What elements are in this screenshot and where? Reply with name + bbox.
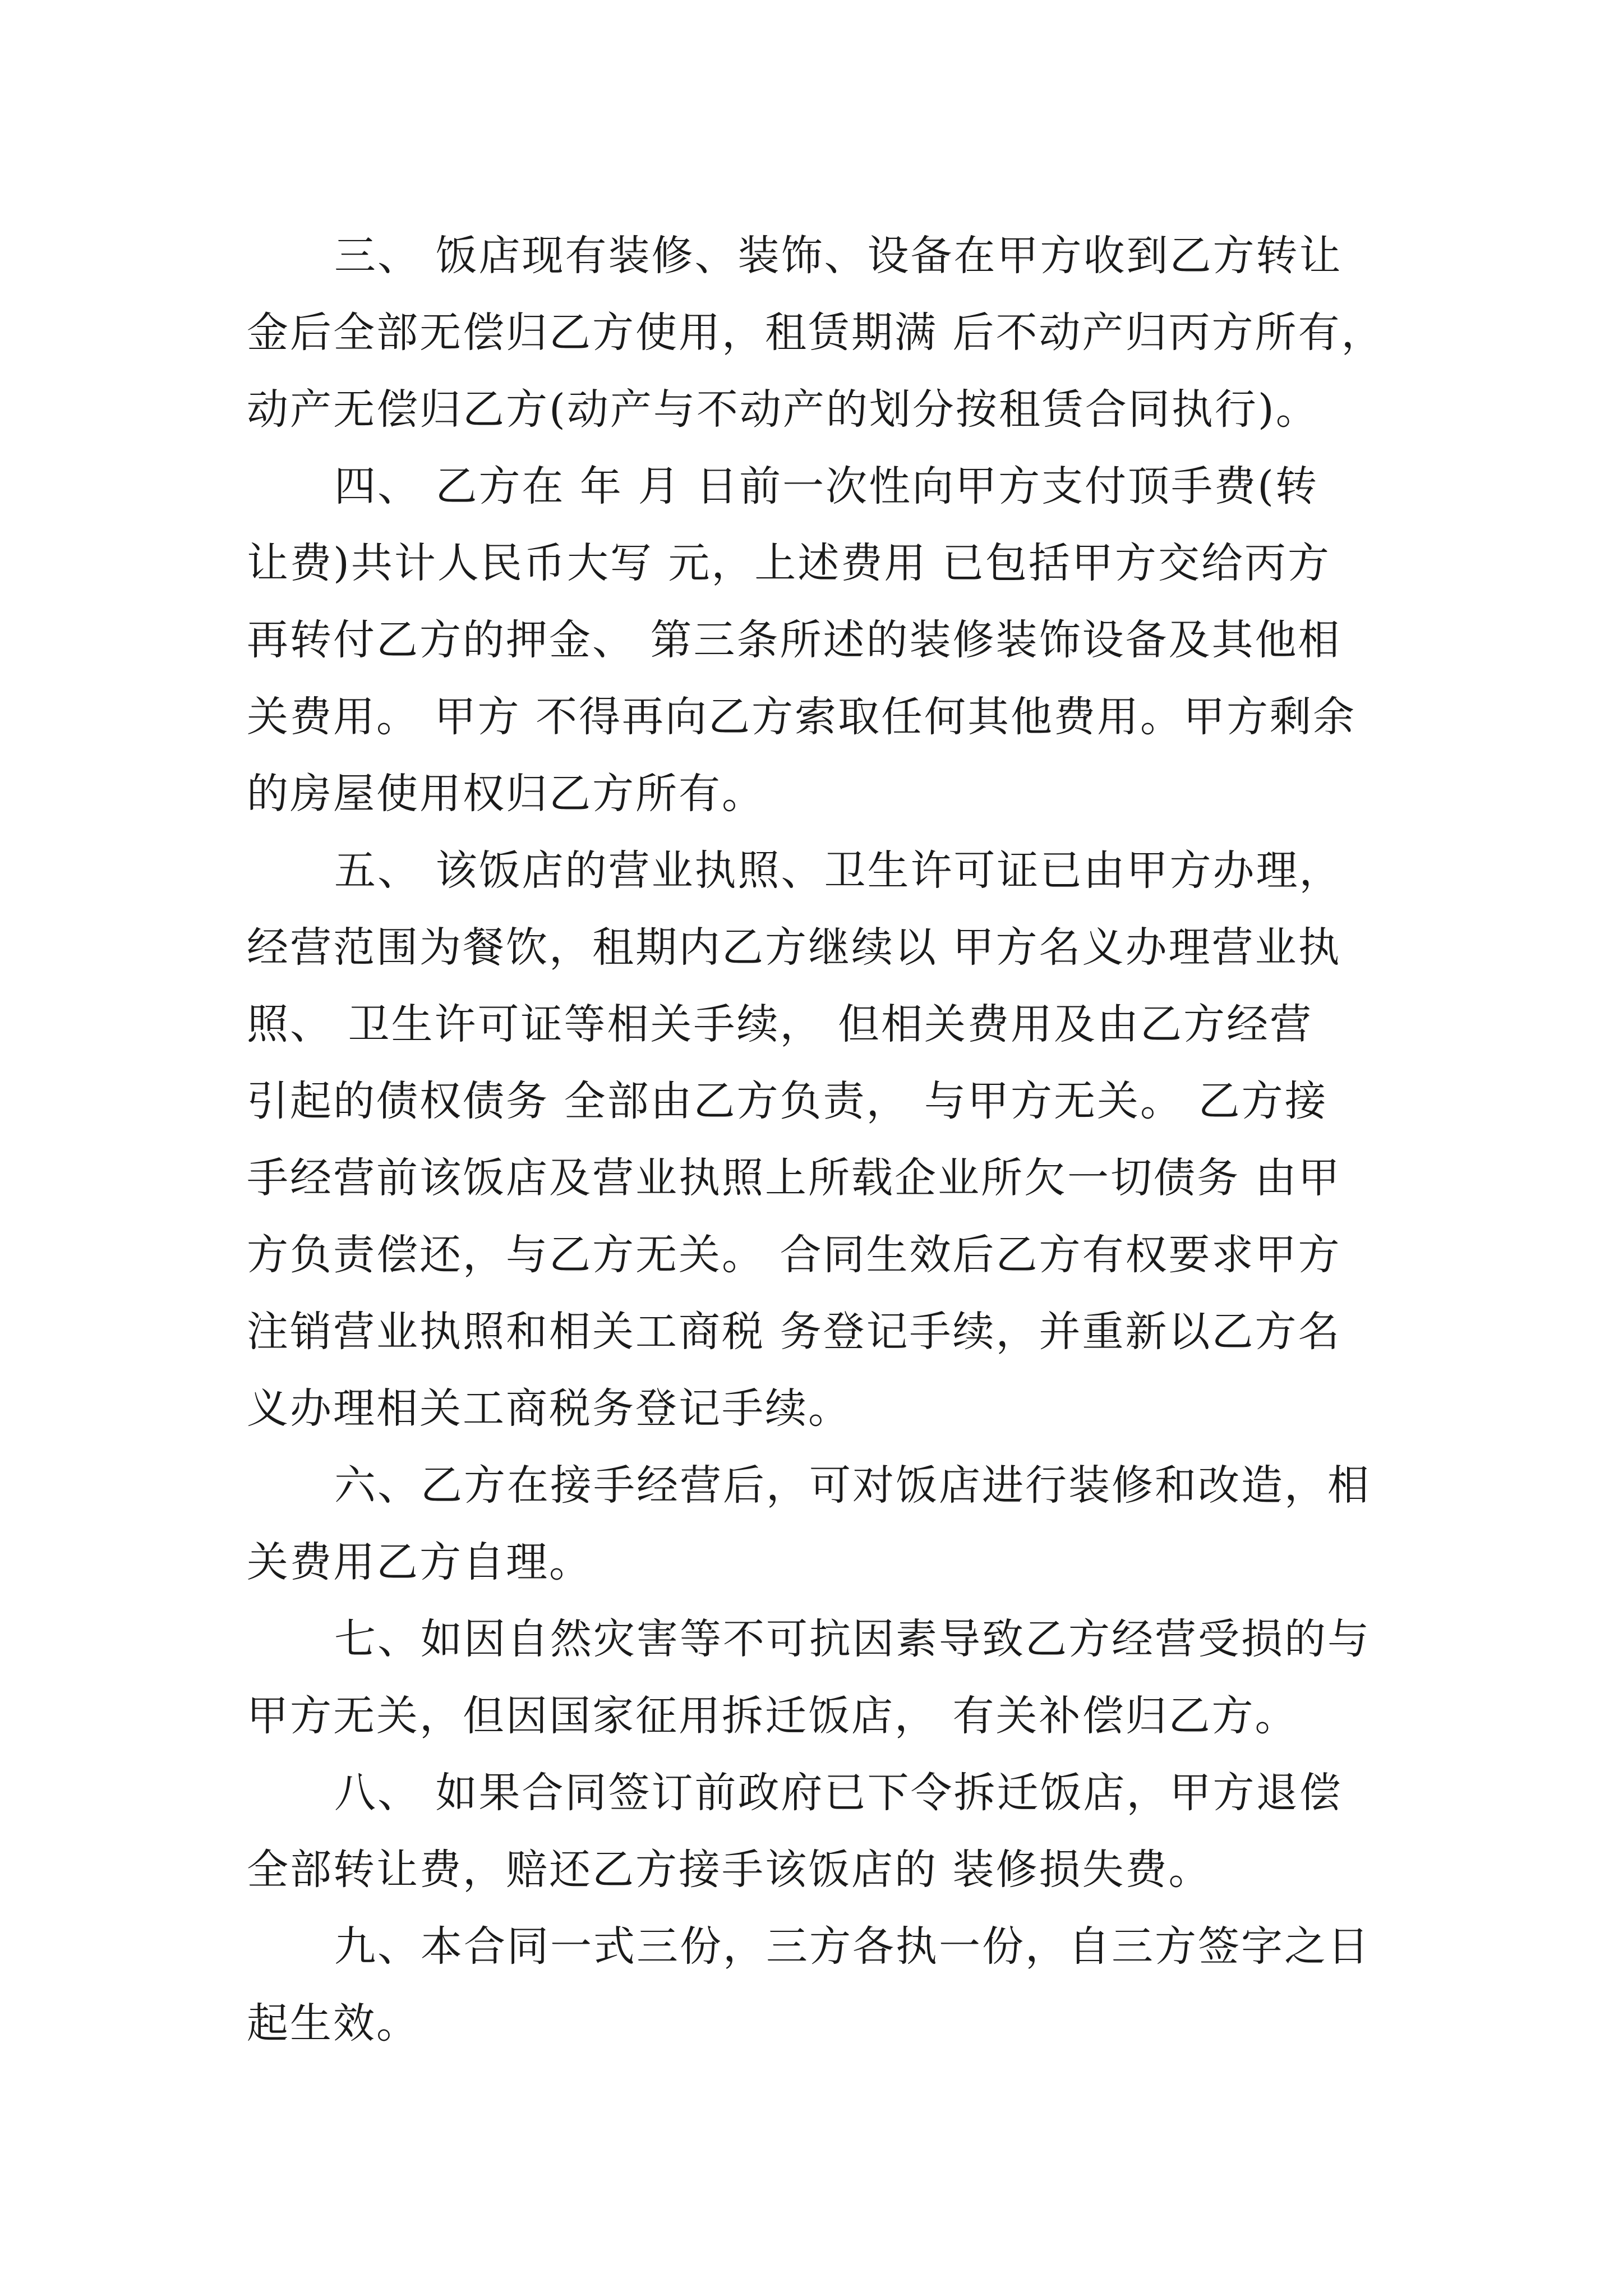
clause-5-line-3: 照、 卫生许可证等相关手续， 但相关费用及由乙方经营: [247, 1000, 1313, 1048]
clause-4: [247, 448, 1396, 832]
clause-6-line-2: 关费用乙方自理。: [247, 1538, 592, 1586]
clause-5: [247, 832, 1396, 1447]
clause-6-line-1: 六、乙方在接手经营后，可对饭店进行装修和改造，相: [334, 1461, 1371, 1510]
clause-8: [247, 1755, 1396, 1908]
clause-3: [247, 218, 1396, 448]
clause-4-line-3: 再转付乙方的押金、 第三条所述的装修装饰设备及其他相: [247, 616, 1341, 664]
clause-5-line-5: 手经营前该饭店及营业执照上所载企业所欠一切债务 由甲: [247, 1154, 1341, 1202]
clause-4-line-1: 四、 乙方在 年 月 日前一次性向甲方支付顶手费(转: [334, 462, 1318, 510]
clause-7-line-2: 甲方无关，但因国家征用拆迁饭店， 有关补偿归乙方。: [247, 1692, 1298, 1740]
clause-5-line-6: 方负责偿还，与乙方无关。 合同生效后乙方有权要求甲方: [247, 1231, 1341, 1279]
clause-3-line-1: 三、 饭店现有装修、装饰、设备在甲方收到乙方转让: [334, 232, 1343, 280]
clause-9: [247, 1908, 1396, 2062]
clause-9-line-1: 九、本合同一式三份，三方各执一份，自三方签字之日: [334, 1922, 1371, 1971]
clause-3-line-2: 金后全部无偿归乙方使用，租赁期满 后不动产归丙方所有，: [247, 309, 1385, 357]
clause-4-line-2: 让费)共计人民币大写 元，上述费用 已包括甲方交给丙方: [247, 539, 1331, 587]
clause-5-line-1: 五、 该饭店的营业执照、卫生许可证已由甲方办理，: [334, 846, 1343, 895]
contract-body: [247, 218, 1396, 2062]
clause-3-line-3: 动产无偿归乙方(动产与不动产的划分按租赁合同执行)。: [247, 385, 1319, 434]
clause-8-line-2: 全部转让费，赔还乙方接手该饭店的 装修损失费。: [247, 1846, 1212, 1894]
clause-4-line-4: 关费用。 甲方 不得再向乙方索取任何其他费用。甲方剩余: [247, 693, 1357, 741]
clause-5-line-7: 注销营业执照和相关工商税 务登记手续，并重新以乙方名: [247, 1308, 1341, 1356]
clause-7: [247, 1601, 1396, 1755]
clause-5-line-8: 义办理相关工商税务登记手续。: [247, 1384, 851, 1433]
clause-5-line-4: 引起的债权债务 全部由乙方负责， 与甲方无关。 乙方接: [247, 1077, 1328, 1125]
clause-6: [247, 1447, 1396, 1601]
clause-7-line-1: 七、如因自然灾害等不可抗因素导致乙方经营受损的与: [334, 1615, 1371, 1663]
clause-9-line-2: 起生效。: [247, 1999, 419, 2047]
clause-5-line-2: 经营范围为餐饮，租期内乙方继续以 甲方名义办理营业执: [247, 923, 1341, 972]
clause-4-line-5: 的房屋使用权归乙方所有。: [247, 770, 765, 818]
clause-8-line-1: 八、 如果合同签订前政府已下令拆迁饭店，甲方退偿: [334, 1769, 1343, 1817]
